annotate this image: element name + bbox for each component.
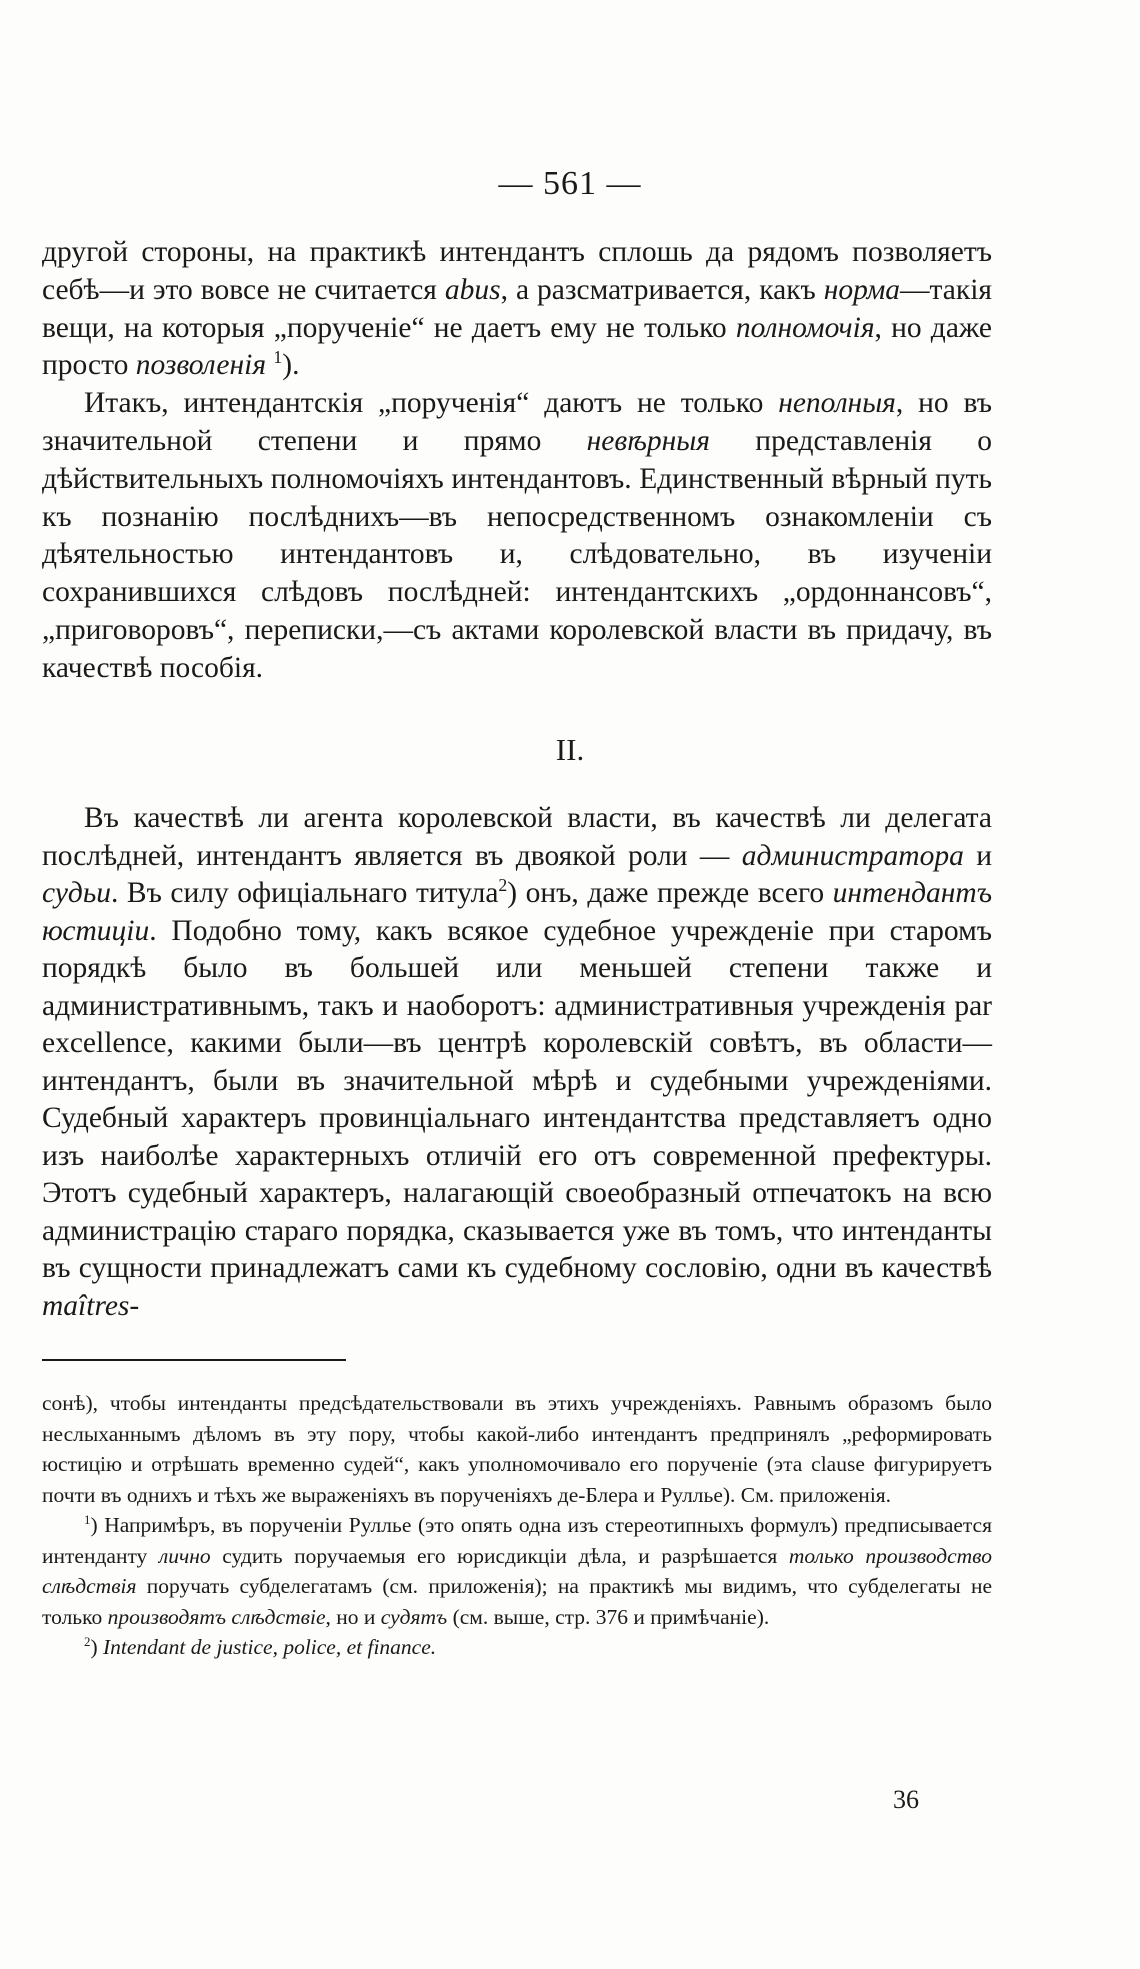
footnote-2: $^2$) Intendant de justice, police, et finance.	[84, 1634, 437, 1659]
paragraph-3: Въ качествѣ ли агента королевской власти, въ качествѣ ли делегата послѣдней, интендантъ является въ двоякой роли — администратора и судьи. Въ силу офиціальнаго титула$^2$) онъ, даже прежде всего интендантъ юстиціи. Подобно тому, какъ всякое судебное учрежденіе при старомъ порядкѣ было въ большей или меньшей степени также и административнымъ, такъ и наоборотъ: административныя учрежденія par excellence, какими были—въ центрѣ королевскій совѣтъ, въ области—интендантъ, были въ значительной мѣрѣ и судебными учрежденіями. Судебный характеръ провинціальнаго интендантства представляетъ одно изъ наиболѣе характерныхъ отличій его отъ современной префектуры. Этотъ судебный характеръ, налагающій своеобразный отпечатокъ на всю администрацію стараго порядка, сказывается уже въ томъ, что интенданты въ сущности принадлежатъ сами къ судебному сословію, одни въ качествѣ maîtres-	[42, 802, 993, 1322]
signature-mark: 36	[893, 1785, 919, 1814]
paragraph-2: Итакъ, интендантскія „порученія“ даютъ не только неполныя, но въ значительной степени и прямо невѣрныя представленія о дѣйствительныхъ полномочіяхъ интендантовъ. Единственный вѣрный путь къ познанію послѣднихъ—въ непосредственномъ ознакомленіи съ дѣятельностью интендантовъ и, слѣдовательно, въ изученіи сохранившихся слѣдовъ послѣдней: интендантскихъ „ордоннансовъ“, „приговоровъ“, переписки,—съ актами королевской власти въ придачу, въ качествѣ пособія.	[42, 387, 992, 684]
footnote-ref-2: 2	[498, 875, 508, 896]
page-number: — 561 —	[498, 165, 642, 202]
footnote-continuation: сонѣ), чтобы интенданты предсѣдательствовали въ этихъ учрежденіяхъ. Равнымъ образомъ было неслыханнымъ дѣломъ въ эту пору, чтобы какой-либо интендантъ предпринялъ „реформировать юстицію и отрѣшать временно судей“, какъ уполномочивало его порученіе (эта clause фигурируетъ почти въ однихъ и тѣхъ же выраженіяхъ въ порученіяхъ де-Блера и Руллье). См. приложенія.	[42, 1391, 992, 1507]
paragraph-1: другой стороны, на практикѣ интендантъ сплошь да рядомъ позволяетъ себѣ—и это вовсе не считается abus, а разсматривается, какъ норма—такія вещи, на которыя „порученіе“ не даетъ ему не только полномочія, но даже просто позволенія $^1$).	[42, 236, 992, 382]
footnote-1: $^1$) Напримѣръ, въ порученіи Руллье (это опять одна изъ стереотипныхъ формулъ) предписывается интенданту лично судить поручаемыя его юрисдикціи дѣла, и разрѣшается только производство слѣдствія поручать субделегатамъ (см. приложенія); на практикѣ мы видимъ, что субделегаты не только производятъ слѣдствіе, но и судятъ (см. выше, стр. 376 и примѣчаніе).	[42, 1512, 992, 1629]
section-heading: II.	[555, 732, 585, 767]
footnotes	[42, 1388, 992, 1663]
footnote-divider	[42, 1359, 346, 1361]
main-text-block	[42, 234, 992, 688]
main-text-block-2	[42, 800, 992, 1325]
footnote-ref-1: 1	[273, 347, 283, 368]
